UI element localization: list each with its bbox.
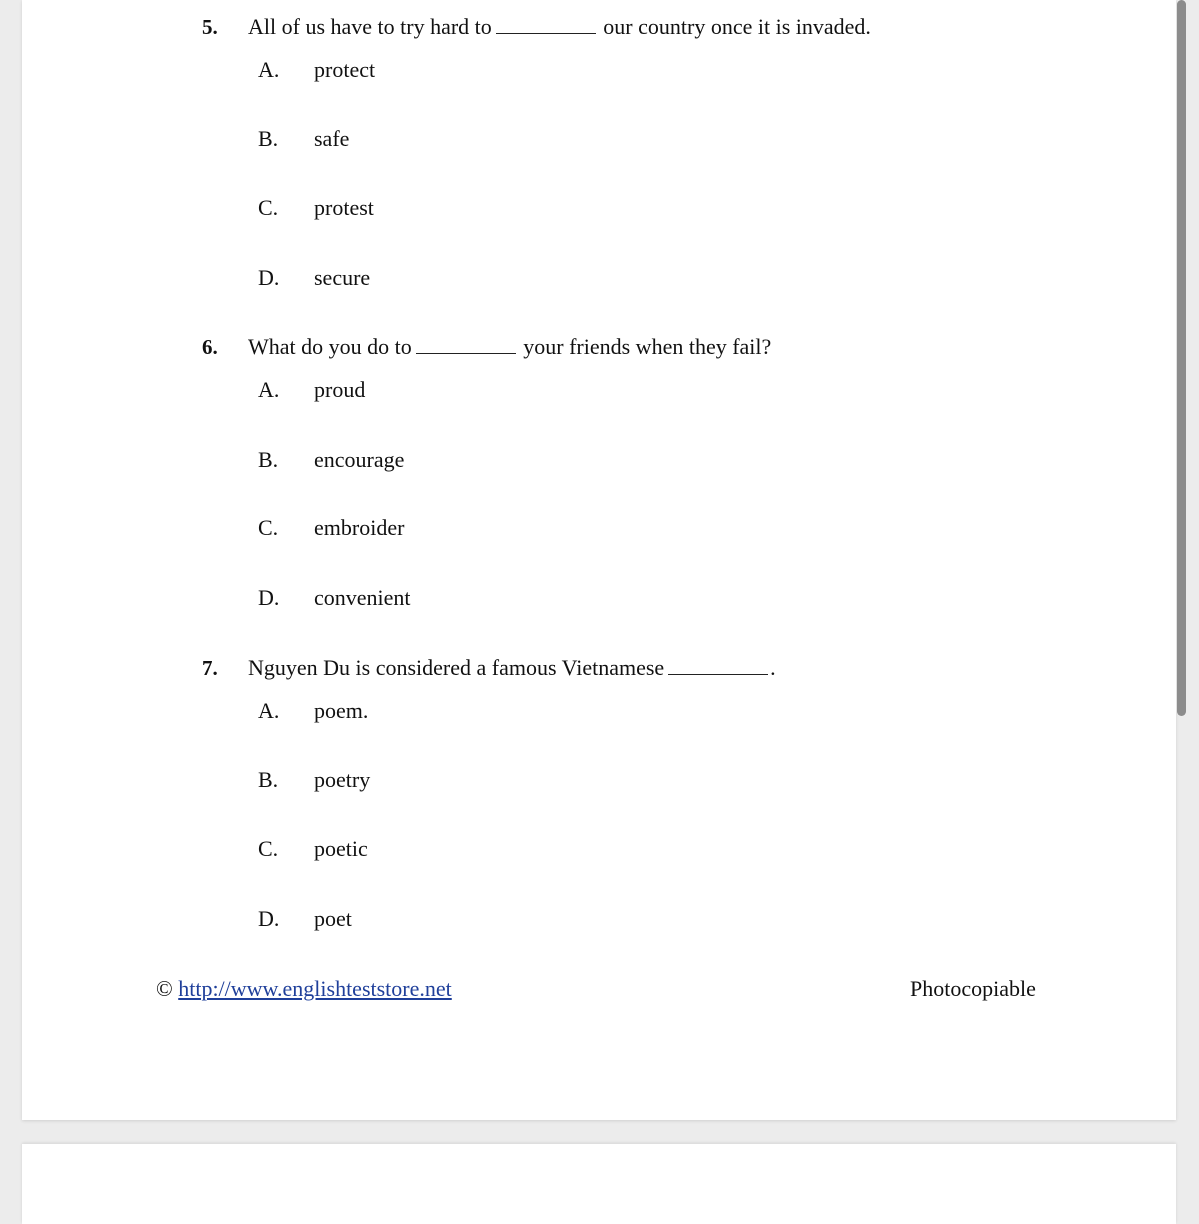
answer-blank <box>496 15 596 34</box>
option-letter: D. <box>258 585 280 610</box>
option-letter: C. <box>258 836 279 861</box>
question-text <box>248 655 776 681</box>
option-d <box>258 585 411 611</box>
option-b <box>258 126 349 152</box>
option-text: protect <box>314 57 376 82</box>
option-letter: A. <box>258 698 280 723</box>
question-text-after: your friends when they fail? <box>523 334 772 359</box>
option-b <box>258 767 370 793</box>
option-letter: C. <box>258 195 279 220</box>
option-text: poetry <box>314 767 371 792</box>
question-number: 6. <box>202 335 218 359</box>
option-text: poet <box>314 906 352 931</box>
option-text: convenient <box>314 585 411 610</box>
question-text <box>248 14 871 40</box>
option-b <box>258 447 404 473</box>
option-text: poetic <box>314 836 368 861</box>
document-page <box>22 0 1176 1120</box>
option-letter: A. <box>258 377 280 402</box>
option-a <box>258 698 368 724</box>
question-text-before: All of us have to try hard to <box>248 14 492 39</box>
option-letter: A. <box>258 57 280 82</box>
answer-blank <box>668 656 768 675</box>
option-text: poem. <box>314 698 369 723</box>
option-letter: B. <box>258 767 279 792</box>
option-text: encourage <box>314 447 405 472</box>
vertical-scrollbar[interactable] <box>1177 0 1186 716</box>
option-letter: B. <box>258 447 279 472</box>
website-link[interactable]: http://www.englishteststore.net <box>178 976 452 1001</box>
footer-copyright <box>156 976 452 1002</box>
option-text: proud <box>314 377 366 402</box>
option-letter: C. <box>258 515 279 540</box>
option-c <box>258 515 404 541</box>
option-c <box>258 836 368 862</box>
question-number: 5. <box>202 15 218 39</box>
option-letter: D. <box>258 265 280 290</box>
question-text-before: Nguyen Du is considered a famous Vietnamese <box>248 655 665 680</box>
option-a <box>258 377 365 403</box>
question-text-after: . <box>770 655 776 680</box>
option-a <box>258 57 375 83</box>
answer-blank <box>416 335 516 354</box>
option-text: secure <box>314 265 371 290</box>
copyright-symbol: © <box>156 976 173 1001</box>
photocopiable-label: Photocopiable <box>910 976 1036 1001</box>
option-text: embroider <box>314 515 405 540</box>
option-d <box>258 906 352 932</box>
question-number: 7. <box>202 656 218 680</box>
option-c <box>258 195 374 221</box>
next-page <box>22 1144 1176 1224</box>
option-letter: D. <box>258 906 280 931</box>
question-text-before: What do you do to <box>248 334 412 359</box>
option-text: protest <box>314 195 374 220</box>
question-text-after: our country once it is invaded. <box>603 14 871 39</box>
option-d <box>258 265 370 291</box>
option-text: safe <box>314 126 350 151</box>
question-text <box>248 334 771 360</box>
option-letter: B. <box>258 126 279 151</box>
